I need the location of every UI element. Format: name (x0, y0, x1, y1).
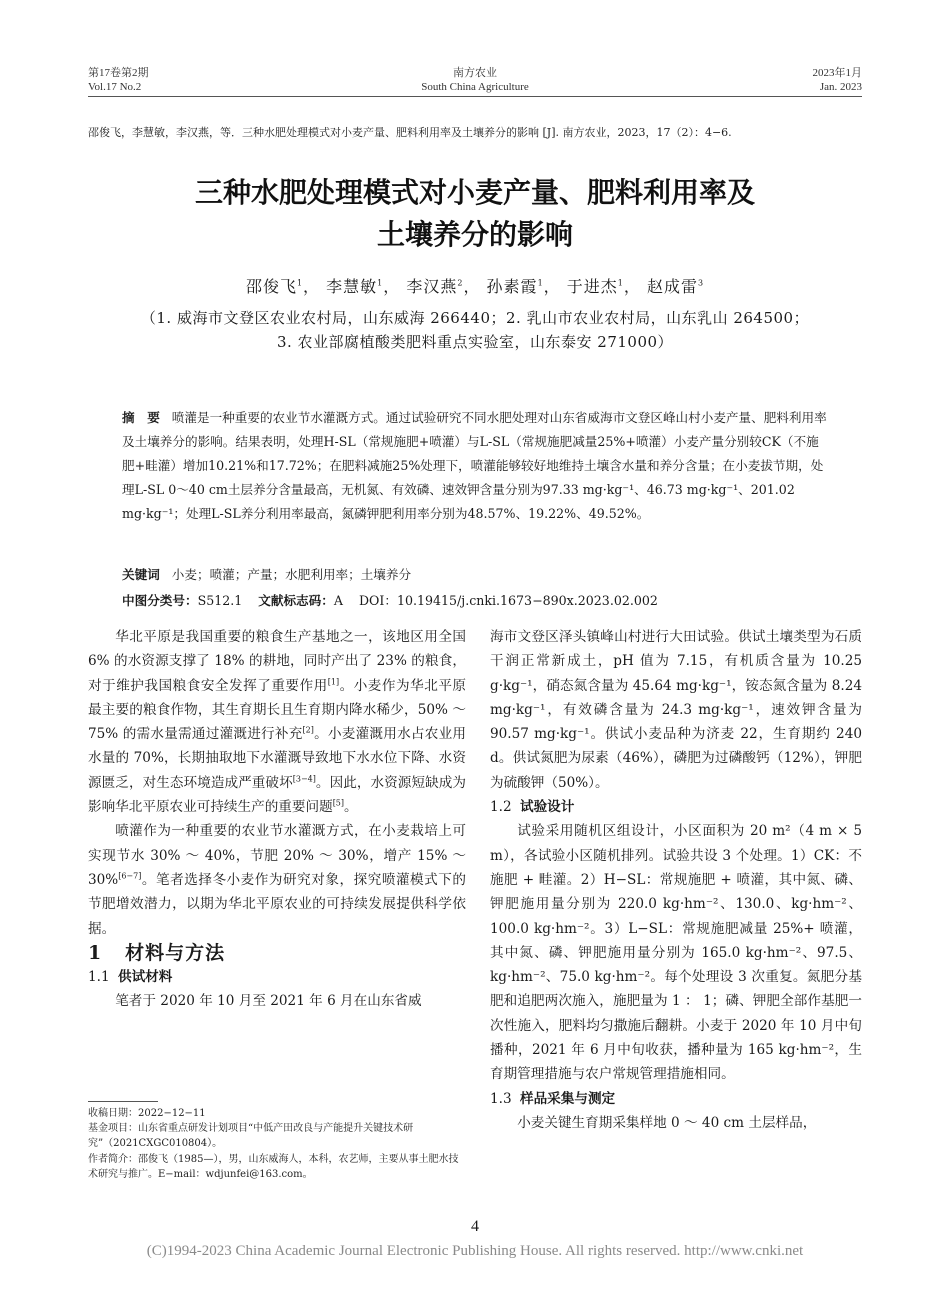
text-run: 。 (344, 799, 358, 816)
section-heading-1 (88, 941, 466, 965)
author-affiliation-mark: 2 (457, 278, 464, 288)
author-name: 于进杰 (566, 277, 618, 296)
section-number: 1 (88, 941, 103, 964)
header-journal-cn: 南方农业 (453, 67, 497, 79)
header-date-cn: 2023年1月 (812, 67, 862, 79)
text-run: 。笔者选择冬小麦作为研究对象，探究喷灌模式下的节肥增效潜力，以期为华北平原农业的可持续发展提供科学依据。 (88, 871, 466, 937)
doi-label: DOI： (358, 593, 397, 608)
text-run: 。因此，水资源短缺成为影响华北平原农业可持续生产的重要问题 (88, 774, 466, 816)
doc-code-value: A (333, 593, 343, 608)
body-right-column (490, 625, 862, 1135)
author-list: 邵俊飞$^1$， 李慧敏$^1$， 李汉燕$^2$， 孙素霞$^1$， 于进杰$^1$， 赵成雷$^3$ (245, 277, 705, 296)
author-affiliation-mark: 1 (377, 278, 384, 288)
author-affiliation-mark: 1 (296, 278, 304, 288)
paragraph: 海市文登区泽头镇峰山村进行大田试验。供试土壤类型为石质干润正常新成土，pH 值为 7.15，有机质含量为 10.25 g·kg⁻¹，硝态氮含量为 45.64 mg·kg⁻¹，铵态氮含量为 8.24 mg·kg⁻¹，有效磷含量为 24.3 mg·kg⁻¹，速效钾含量为 90.57 mg·kg⁻¹。供试小麦品种为济麦 22，生育期约 240 d。供试氮肥为尿素（46%），磷肥为过磷酸钙（12%），钾肥为硫酸钾（50%）。 (490, 629, 862, 791)
author-affiliation-mark: 1 (617, 278, 624, 288)
header-journal-en: South China Agriculture (421, 81, 529, 93)
author-name: 李慧敏 (326, 277, 378, 296)
citation-ref: [3−4] (292, 774, 316, 784)
classification-line (122, 590, 658, 609)
doi-value: 10.19415/j.cnki.1673−890x.2023.02.002 (396, 593, 658, 608)
paragraph (88, 625, 466, 819)
subsection-title: 供试材料 (118, 969, 173, 986)
abstract (122, 406, 830, 526)
copyright-watermark: (C)1994-2023 China Academic Journal Electronic Publishing House. All rights reserved. http://www.cnki.net (146, 1243, 804, 1259)
doc-code-label: 文献标志码： (258, 593, 334, 608)
body-left-column (88, 625, 466, 1014)
header-divider (88, 96, 862, 97)
affiliation-line-2: 3. 农业部腐植酸类肥料重点实验室，山东泰安 271000） (276, 333, 674, 351)
paragraph: 小麦关键生育期采集样地 0 ～ 40 cm 土层样品， (517, 1114, 817, 1131)
paragraph: 试验采用随机区组设计，小区面积为 20 m²（4 m × 5 m），各试验小区随机排列。试验共设 3 个处理。1）CK：不施肥 + 畦灌。2）H−SL：常规施肥 + 喷灌，其中氮、磷、钾肥施用量分别为 220.0 kg·hm⁻²、130.0、kg·hm⁻²、100.0 kg·hm⁻²。3）L−SL：常规施肥减量 25%+ 喷灌，其中氮、磷、钾肥施用量分别为 165.0 kg·hm⁻²、97.5、kg·hm⁻²、75.0 kg·hm⁻²。每个处理设 3 次重复。氮肥分基肥和追肥两次施入，施肥量为 1 ： 1；磷、钾肥全部作基肥一次性施入，肥料均匀撒施后翻耕。小麦于 2020 年 10 月中旬播种，2021 年 6 月中旬收获，播种量为 165 kg·hm⁻²，生育期管理措施与农户常规管理措施相同。 (490, 823, 862, 1083)
subsection-title: 试验设计 (520, 799, 575, 816)
author-name: 李汉燕 (406, 277, 458, 296)
section-heading-1-1 (88, 965, 466, 989)
header-volume-en: Vol.17 No.2 (88, 81, 142, 93)
header-date-en: Jan. 2023 (819, 81, 862, 93)
section-title: 材料与方法 (125, 941, 226, 964)
text-run: 。小麦灌溉用水占农业用水量的 70%，长期抽取地下水灌溉导致地下水水位下降、水资源匮乏，对生态环境造成严重破坏 (88, 726, 466, 791)
article-title (0, 172, 950, 256)
footnote-divider (88, 1101, 158, 1102)
citation-ref: [5] (332, 798, 345, 808)
text-run: 喷灌作为一种重要的农业节水灌溉方式，在小麦栽培上可实现节水 30% ～ 40%，节肥 20% ～ 30%，增产 15% ～ 30% (88, 823, 466, 888)
paragraph: 笔者于 2020 年 10 月至 2021 年 6 月在山东省威 (115, 993, 422, 1010)
page-number: 4 (471, 1218, 479, 1235)
affiliation-line-1: （1. 威海市文登区农业农村局，山东威海 266440；2. 乳山市农业农村局，山东乳山 264500； (140, 309, 810, 327)
footnote-author: 作者简介：邵俊飞（1985—），男，山东威海人，本科，农艺师，主要从事土肥水技术研究与推广。E−mail：wdjunfei@163.com。 (88, 1153, 459, 1180)
text-run: 华北平原是我国重要的粮食生产基地之一，该地区用全国 6% 的水资源支撑了 18% 的耕地，同时产出了 23% 的粮食，对于维护我国粮食安全发挥了重要作用 (88, 629, 466, 694)
citation-ref: [6−7] (118, 871, 142, 881)
section-heading-1-3 (490, 1087, 862, 1111)
author-affiliation-mark: 3 (697, 278, 705, 288)
section-heading-1-2 (490, 795, 862, 819)
keywords (122, 564, 411, 583)
citation-ref: [2] (302, 725, 314, 735)
keywords-label: 关键词 (122, 567, 160, 582)
author-name: 孙素霞 (486, 277, 538, 296)
text-run: 。小麦作为华北平原最主要的粮食作物，其生育期长且生育期内降水稀少，50% ～ 75% 的需水量需通过灌溉进行补充 (88, 677, 467, 743)
affiliations (0, 306, 950, 354)
subsection-number: 1.2 (490, 799, 512, 816)
clc-label: 中图分类号： (122, 593, 198, 608)
keywords-text: 小麦；喷灌；产量；水肥利用率；土壤养分 (171, 567, 412, 582)
title-line-1: 三种水肥处理模式对小麦产量、肥料利用率及 (194, 176, 755, 209)
paragraph (88, 819, 466, 940)
author-name: 赵成雷 (646, 277, 698, 296)
abstract-label: 摘 要 (122, 410, 160, 425)
subsection-number: 1.1 (88, 969, 110, 986)
citation-line: 邵俊飞，李慧敏，李汉燕，等．三种水肥处理模式对小麦产量、肥料利用率及土壤养分的影响 [J]. 南方农业，2023，17（2）：4−6. (88, 126, 732, 139)
footnote-fund: 基金项目：山东省重点研发计划项目“中低产田改良与产能提升关键技术研究”（2021CXGC010804）。 (88, 1123, 414, 1150)
header-journal (0, 66, 950, 94)
citation-ref: [1] (327, 677, 340, 687)
subsection-title: 样品采集与测定 (520, 1090, 616, 1107)
subsection-number: 1.3 (490, 1090, 512, 1107)
author-affiliation-mark: 1 (537, 278, 544, 288)
footnote-received: 收稿日期：2022−12−11 (88, 1108, 206, 1119)
title-line-2: 土壤养分的影响 (376, 218, 573, 251)
clc-value: S512.1 (197, 593, 243, 608)
header-volume-cn: 第17卷第2期 (88, 67, 149, 79)
author-name: 邵俊飞 (245, 277, 297, 296)
abstract-text: 喷灌是一种重要的农业节水灌溉方式。通过试验研究不同水肥处理对山东省威海市文登区峰山村小麦产量、肥料利用率及土壤养分的影响。结果表明，处理H-SL（常规施肥+喷灌）与L-SL（常规施肥减量25%+喷灌）小麦产量分别较CK（不施肥+畦灌）增加10.21%和17.72%；在肥料减施25%处理下，喷灌能够较好地维持土壤含水量和养分含量；在小麦拔节期，处理L-SL 0～40 cm土层养分含量最高，无机氮、有效磷、速效钾含量分别为97.33 mg·kg⁻¹、46.73 mg·kg⁻¹、201.02 mg·kg⁻¹；处理L-SL养分利用率最高，氮磷钾肥利用率分别为48.57%、19.22%、49.52%。 (122, 410, 827, 521)
footnotes (88, 1106, 466, 1182)
header-date (813, 66, 863, 94)
